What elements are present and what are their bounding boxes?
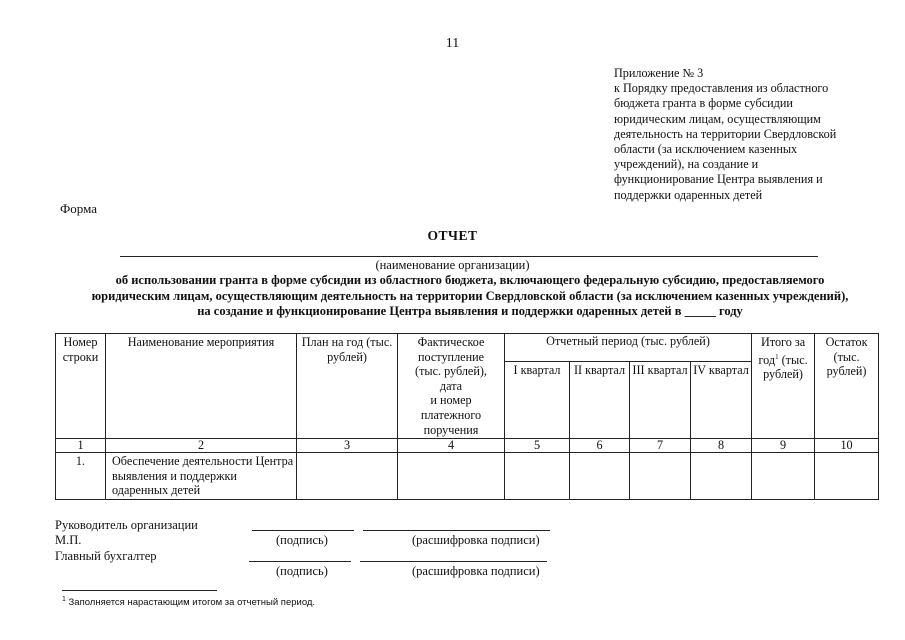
column-number: 8 <box>691 439 752 453</box>
header-actual-line: поручения <box>423 422 479 437</box>
appendix-line: Приложение № 3 <box>614 66 704 80</box>
footnote-separator <box>62 590 217 591</box>
header-q4: IV квартал <box>691 362 752 439</box>
header-total-text: Итого за год <box>758 335 806 367</box>
header-q2: II квартал <box>570 362 630 439</box>
head-decode-caption: (расшифровка подписи) <box>412 533 540 547</box>
header-q3: III квартал <box>630 362 691 439</box>
appendix-line: деятельность на территории Свердловской <box>614 126 837 141</box>
column-number: 2 <box>106 439 297 453</box>
header-actual-line: дата <box>439 378 463 393</box>
plan-cell[interactable] <box>297 453 398 500</box>
accountant-signature-line <box>249 561 351 562</box>
header-actual <box>398 334 505 439</box>
column-numbers-row <box>56 439 879 453</box>
document-title: ОТЧЕТ <box>427 228 478 243</box>
column-number: 6 <box>570 439 630 453</box>
head-decode-line <box>363 530 550 531</box>
chief-accountant-label: Главный бухгалтер <box>55 549 157 563</box>
footnote-mark: 1 <box>775 352 779 361</box>
accountant-decode-line <box>360 561 547 562</box>
header-reporting-period: Отчетный период (тыс. рублей) <box>505 334 752 362</box>
header-plan: План на год (тыс. рублей) <box>297 334 398 439</box>
report-table <box>55 333 879 500</box>
subtitle-line: на создание и функционирование Центра выявления и поддержки одаренных детей в _____ году <box>197 304 743 319</box>
header-total-unit: (тыс. рублей) <box>763 352 808 382</box>
header-total <box>752 334 815 439</box>
header-actual-line: платежного <box>420 407 482 422</box>
activity-name-cell: Обеспечение деятельности Центра выявления и поддержки одаренных детей <box>106 453 297 500</box>
appendix-line: юридическим лицам, осуществляющим <box>614 111 821 126</box>
column-number: 3 <box>297 439 398 453</box>
accountant-signature-caption: (подпись) <box>276 564 328 578</box>
appendix-line: области (за исключением казенных <box>614 142 798 157</box>
subtitle-line: юридическим лицам, осуществляющим деятельность на территории Свердловской области (за исключением казенных учреждений), <box>91 288 849 303</box>
q3-cell[interactable] <box>630 453 691 500</box>
footnote <box>62 596 315 608</box>
table-row <box>56 453 879 500</box>
accountant-decode-caption: (расшифровка подписи) <box>412 564 540 578</box>
header-actual-line: Фактическое <box>417 335 485 349</box>
appendix-line: бюджета гранта в форме субсидии <box>614 96 793 111</box>
total-cell[interactable] <box>752 453 815 500</box>
form-label: Форма <box>60 201 97 216</box>
head-signature-caption: (подпись) <box>276 533 328 547</box>
row-number-cell: 1. <box>56 453 106 500</box>
header-row <box>56 334 879 362</box>
page-number: 11 <box>445 36 460 51</box>
document-subtitle <box>40 273 900 320</box>
header-remainder: Остаток (тыс. рублей) <box>815 334 879 439</box>
head-signature-line <box>252 530 354 531</box>
column-number: 9 <box>752 439 815 453</box>
stamp-label: М.П. <box>55 533 82 547</box>
column-number: 1 <box>56 439 106 453</box>
remainder-cell[interactable] <box>815 453 879 500</box>
header-activity-name: Наименование мероприятия <box>106 334 297 439</box>
footnote-text: Заполняется нарастающим итогом за отчетный период. <box>68 597 316 609</box>
head-of-organization-label: Руководитель организации <box>55 518 198 532</box>
header-row-number: Номер строки <box>56 334 106 439</box>
column-number: 10 <box>815 439 879 453</box>
footnote-number: 1 <box>62 596 66 603</box>
column-number: 5 <box>505 439 570 453</box>
header-actual-line: (тыс. рублей), <box>415 364 487 379</box>
q1-cell[interactable] <box>505 453 570 500</box>
header-actual-line: поступление <box>417 349 485 364</box>
appendix-block <box>614 66 874 203</box>
q4-cell[interactable] <box>691 453 752 500</box>
appendix-line: поддержки одаренных детей <box>614 187 763 202</box>
header-actual-line: и номер <box>430 393 472 408</box>
q2-cell[interactable] <box>570 453 630 500</box>
appendix-line: функционирование Центра выявления и <box>614 172 823 187</box>
column-number: 7 <box>630 439 691 453</box>
header-q1: I квартал <box>505 362 570 439</box>
organization-caption: (наименование организации) <box>375 258 530 272</box>
column-number: 4 <box>398 439 505 453</box>
appendix-line: учреждений), на создание и <box>614 157 759 172</box>
subtitle-line: об использовании гранта в форме субсидии из областного бюджета, включающего федеральную субсидию, предоставляемого <box>115 273 825 287</box>
appendix-line: к Порядку предоставления из областного <box>614 81 829 96</box>
actual-cell[interactable] <box>398 453 505 500</box>
organization-name-line <box>120 256 818 257</box>
